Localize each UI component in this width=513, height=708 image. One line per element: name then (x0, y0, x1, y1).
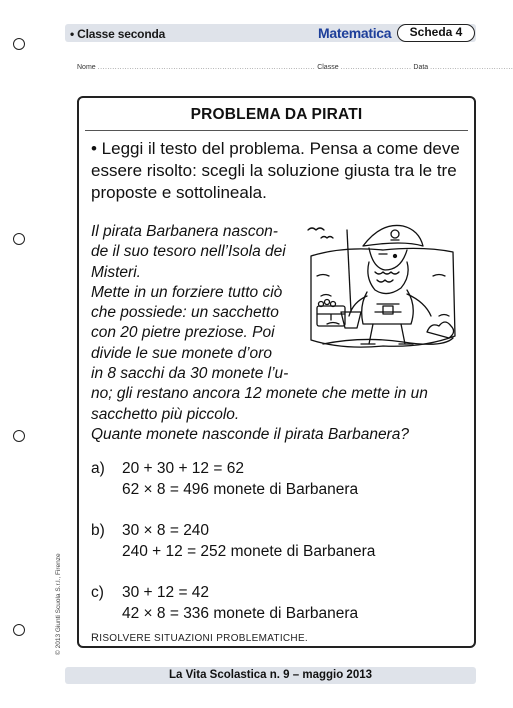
class-label: • Classe seconda (70, 27, 166, 41)
story-line: de il suo tesoro nell’Isola dei (91, 243, 286, 261)
option-result[interactable]: 42 × 8 = 336 monete di Barbanera (122, 605, 359, 622)
story-question: Quante monete nasconde il pirata Barbanera? (91, 425, 409, 443)
option-letter: a) (91, 460, 105, 477)
option-result[interactable]: 62 × 8 = 496 monete di Barbanera (122, 481, 359, 498)
story-line: che possiede: un sacchetto (91, 304, 279, 322)
option-calculation[interactable]: 30 × 8 = 240 (122, 522, 210, 539)
story-line: Misteri. (91, 263, 141, 281)
binder-hole (13, 624, 25, 636)
option-calculation[interactable]: 30 + 12 = 42 (122, 584, 210, 601)
story-line: Il pirata Barbanera nascon- (91, 223, 278, 240)
binder-hole (13, 38, 25, 50)
name-field-line[interactable]: ......................................................................................... (97, 64, 316, 71)
story-line: Mette in un forziere tutto ciò (91, 283, 283, 301)
copyright-notice: © 2013 Giunti Scuola S.r.l., Firenze (55, 553, 62, 655)
date-field-label: Data (413, 64, 429, 71)
class-field-label: Classe (317, 64, 339, 71)
exercise-title: PROBLEMA DA PIRATI (190, 106, 363, 123)
learning-objective: RISOLVERE SITUAZIONI PROBLEMATICHE. (91, 632, 309, 644)
instruction-text: • Leggi il testo del problema. Pensa a come deve essere risolto: scegli la soluzione giusta tra le tre proposte e sottolineala. (91, 139, 460, 202)
worksheet-number-badge: Scheda 4 (397, 24, 475, 42)
option-letter: c) (91, 584, 104, 601)
class-field-line[interactable]: ............................. (340, 64, 412, 71)
pirate-illustration (303, 216, 461, 356)
option-letter: b) (91, 522, 105, 539)
title-divider (85, 130, 468, 131)
binder-hole (13, 430, 25, 442)
date-field-line[interactable]: .................................. (430, 64, 513, 71)
binder-hole (13, 233, 25, 245)
subject-label: Matematica (318, 25, 392, 41)
story-line: divide le sue monete d’oro (91, 344, 272, 362)
story-line: no; gli restano ancora 12 monete che mette in un (91, 385, 428, 403)
name-field-label: Nome (77, 64, 96, 71)
option-result[interactable]: 240 + 12 = 252 monete di Barbanera (122, 543, 376, 560)
story-line: con 20 pietre preziose. Poi (91, 324, 275, 342)
story-line: in 8 sacchi da 30 monete l’u- (91, 365, 289, 383)
student-info-fields (77, 64, 513, 71)
story-line: sacchetto più piccolo. (91, 405, 240, 423)
exercise-card (77, 96, 476, 648)
footer-bar: La Vita Scolastica n. 9 – maggio 2013 (65, 667, 476, 684)
option-calculation[interactable]: 20 + 30 + 12 = 62 (122, 460, 244, 477)
